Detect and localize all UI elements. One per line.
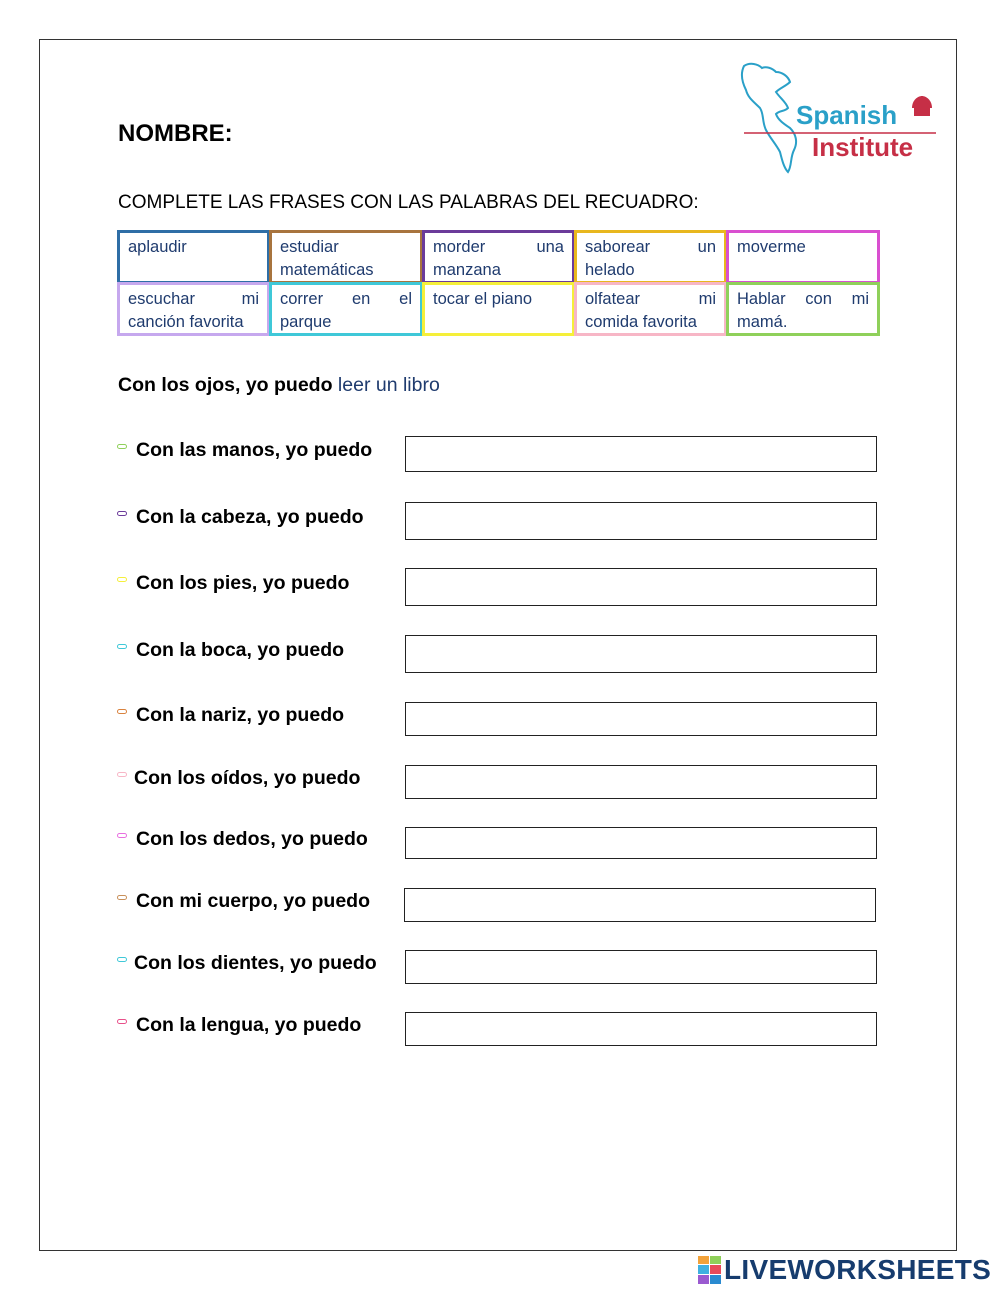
logo-spanish-text: Spanish [796, 100, 898, 130]
answer-input[interactable] [405, 950, 877, 984]
word-box [117, 230, 880, 336]
word-box-cell: moverme [726, 230, 880, 284]
bullet-dot-icon [117, 709, 127, 714]
answer-input[interactable] [405, 827, 877, 859]
word-box-cell: tocar el piano [422, 282, 575, 336]
answer-input[interactable] [404, 888, 876, 922]
bullet-dot-icon [117, 577, 127, 582]
bullet-dot-icon [117, 644, 127, 649]
bullet-dot-icon [117, 833, 127, 838]
liveworksheets-logo-icon [698, 1256, 722, 1284]
question-label: Con los oídos, yo puedo [134, 767, 361, 789]
question-label: Con la boca, yo puedo [136, 639, 345, 661]
question-label: Con los dientes, yo puedo [134, 952, 377, 974]
question-label: Con mi cuerpo, yo puedo [136, 890, 371, 912]
liveworksheets-brand: LIVEWORKSHEETS [724, 1254, 992, 1285]
word-box-cell: correr en el parque [269, 282, 423, 336]
question-label: Con las manos, yo puedo [136, 439, 373, 461]
instructions: COMPLETE LAS FRASES CON LAS PALABRAS DEL RECUADRO: [118, 192, 699, 213]
word-box-cell: escuchar mi canción favorita [117, 282, 270, 336]
answer-input[interactable] [405, 765, 877, 799]
word-box-cell: estudiar matemáticas [269, 230, 423, 284]
answer-input[interactable] [405, 635, 877, 673]
bullet-dot-icon [117, 957, 127, 962]
bullet-dot-icon [117, 895, 127, 900]
word-box-cell: olfatear mi comida favorita [574, 282, 727, 336]
question-label: Con la nariz, yo puedo [136, 704, 345, 726]
answer-input[interactable] [405, 502, 877, 540]
question-label: Con la lengua, yo puedo [136, 1014, 362, 1036]
logo-institute-text: Institute [812, 132, 914, 162]
question-label: Con los pies, yo puedo [136, 572, 350, 594]
bullet-dot-icon [117, 444, 127, 449]
example-sentence [118, 374, 440, 397]
word-box-cell: morder una manzana [422, 230, 575, 284]
word-box-cell: aplaudir [117, 230, 270, 284]
bullet-dot-icon [117, 1019, 127, 1024]
question-label: Con la cabeza, yo puedo [136, 506, 364, 528]
answer-input[interactable] [405, 436, 877, 472]
answer-input[interactable] [405, 1012, 877, 1046]
answer-input[interactable] [405, 568, 877, 606]
answer-input[interactable] [405, 702, 877, 736]
bullet-dot-icon [117, 511, 127, 516]
name-label: NOMBRE: [118, 120, 233, 147]
word-box-cell: Hablar con mi mamá. [726, 282, 880, 336]
bullet-dot-icon [117, 772, 127, 777]
example-answer: leer un libro [337, 374, 440, 396]
example-prompt: Con los ojos, yo puedo [118, 374, 333, 396]
question-label: Con los dedos, yo puedo [136, 828, 368, 850]
word-box-cell: saborear un helado [574, 230, 727, 284]
